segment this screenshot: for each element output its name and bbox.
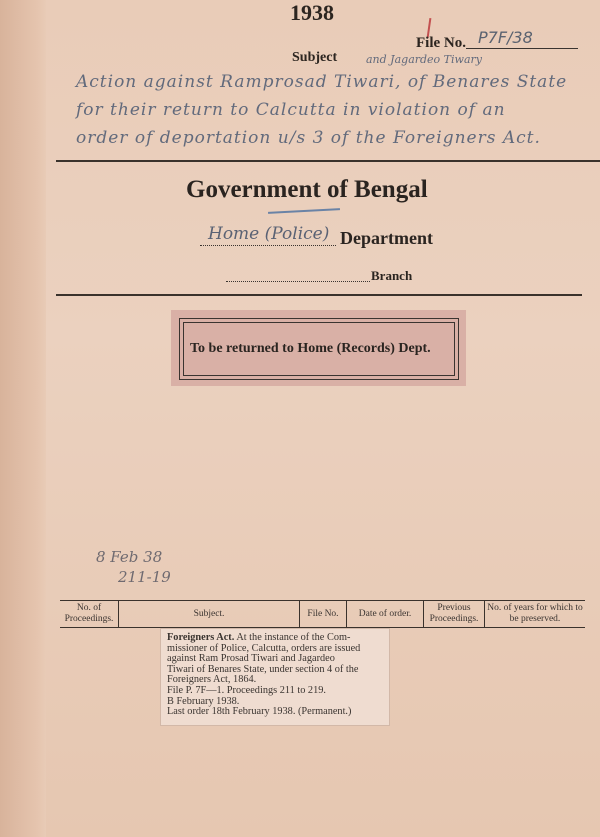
cover-edge	[0, 0, 46, 837]
summary-slip-text	[167, 633, 385, 718]
col-years-preserved: No. of years for which to be preserved.	[487, 603, 583, 624]
subject-line-2: for their return to Calcutta in violation of an	[76, 100, 506, 120]
slip-title: Foreigners Act.	[167, 632, 235, 643]
col-proceedings: No. of Proceedings.	[60, 601, 119, 627]
department-label: Department	[340, 228, 433, 248]
subject-insert: and Jagardeo Tiwary	[366, 53, 482, 66]
subject-line-1: Action against Ramprosad Tiwari, of Benares State	[76, 72, 568, 92]
slip-line: Tiwari of Benares State, under section 4 of the	[167, 663, 359, 675]
subject-line-3: order of deportation u/s 3 of the Foreigners Act.	[76, 128, 541, 148]
slip-line: B February 1938.	[167, 695, 240, 707]
divider-top	[56, 160, 600, 162]
branch-label: Branch	[371, 268, 413, 283]
divider-middle	[56, 294, 582, 296]
branch-rule	[226, 281, 370, 282]
col-previous-proceedings: Previous Proceedings.	[424, 601, 485, 627]
slip-line: At the instance of the Com-	[236, 632, 351, 643]
col-file-no: File No.	[300, 601, 347, 627]
year	[290, 0, 334, 26]
col-date-of-order: Date of order.	[347, 601, 424, 627]
slip-line: Last order 18th February 1938. (Permanent.)	[167, 706, 352, 718]
department-handwritten: Home (Police)	[208, 224, 330, 244]
blue-pencil-underline	[268, 208, 340, 214]
slip-line: missioner of Police, Calcutta, orders are issued	[167, 642, 361, 654]
register-table-header	[60, 600, 585, 628]
file-no-value: P7F/38	[478, 28, 533, 47]
slip-line: Foreigners Act, 1864.	[167, 674, 257, 686]
col-subject: Subject.	[119, 601, 300, 627]
file-no-label: File No.	[416, 35, 466, 51]
pencil-date: 8 Feb 38	[96, 548, 163, 566]
subject-label: Subject	[292, 50, 338, 65]
government-title: Government of Bengal	[186, 176, 428, 203]
file-no-rule	[466, 48, 578, 49]
slip-line: File P. 7F—1. Proceedings 211 to 219.	[167, 684, 326, 696]
year-text: 1938	[290, 0, 334, 25]
department-rule	[200, 245, 336, 246]
summary-slip	[160, 628, 390, 726]
slip-line: against Ram Prosad Tiwari and Jagardeo	[167, 653, 335, 665]
return-label-text: To be returned to Home (Records) Dept.	[190, 341, 431, 356]
pencil-proceedings: 211-19	[118, 568, 171, 586]
